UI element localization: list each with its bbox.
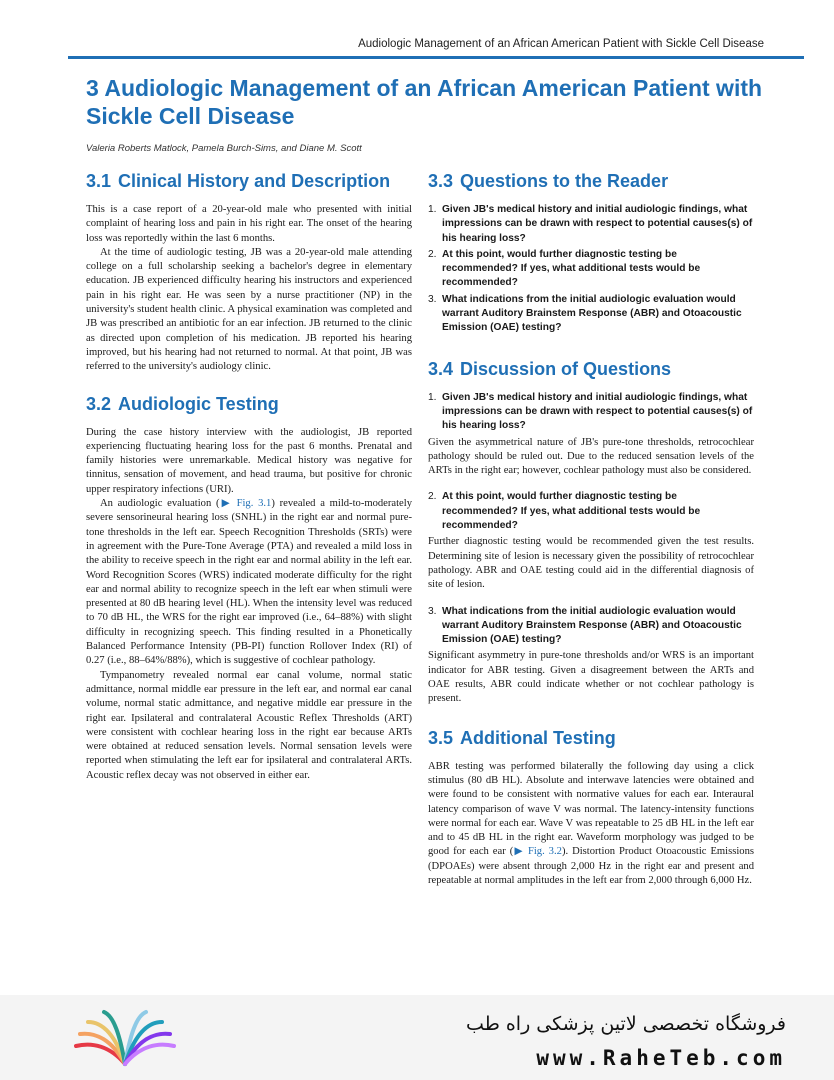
question-text: What indications from the initial audiologic evaluation would warrant Auditory Brainstem Response (ABR) and Otoacoustic Emission (OAE) testing?	[442, 605, 742, 646]
running-head: Audiologic Management of an African American Patient with Sickle Cell Disease	[358, 38, 764, 50]
answer-paragraph: Further diagnostic testing would be recommended given the test results. Determining site of lesion is necessary given the possibility of retrocochlear pathology. ABR and OAE testing could aid in the differential diagnosis of site of lesion.	[428, 536, 754, 591]
question-item	[428, 203, 754, 246]
section-heading-3-4	[428, 358, 754, 381]
right-column	[428, 170, 754, 888]
section-heading-3-1	[86, 170, 412, 193]
section-title: Discussion of Questions	[460, 358, 672, 379]
text-run: An audiologic evaluation (	[100, 498, 220, 510]
figure-link[interactable]: ▶ Fig. 3.2	[513, 846, 562, 858]
section-title: Additional Testing	[460, 727, 616, 748]
text-run: ABR testing was performed bilaterally the following day using a click stimulus (80 dB HL). Absolute and interwave latencies were obtained and were found to be consistent with normative values for each ear. Interaural latency comparison of wave V was normal. The latency-intensity functions were normal for each ear. Wave V was repeatable to 25 dB HL in the left ear and to 45 dB HL in the right ear. Waveform morphology was judged to be good for each ear (	[428, 760, 754, 858]
paragraph: This is a case report of a 20-year-old male who presented with initial complaint of hearing loss and pain in his right ear. The onset of the hearing loss was reportedly within the last 6 months.	[86, 204, 412, 244]
answer-paragraph: Significant asymmetry in pure-tone thresholds and/or WRS is an important indicator for ABR testing. Given a disagreement between the ARTs and OAE results, ABR could indicate whether or not cochlear pathology is present.	[428, 650, 754, 705]
text-run: ). Distortion Product Otoacoustic Emissions (DPOAEs) were absent through 2,000 Hz in the right ear and present and repeatable at normal amplitudes in the left ear from 2,000 through 6,000 Hz.	[428, 846, 755, 886]
text-run: ) revealed a mild-to-moderately severe sensorineural hearing loss (SNHL) in the right ear and normal pure-tone thresholds in the left ear. Speech Recognition Thresholds (SRTs) were in agreement with the Pure-Tone Average (PTA) and revealed a mild loss in the ability to receive speech in the right ear and normal ability in the left ear. Word Recognition Scores (WRS) indicated moderate difficulty for the right ear and normal ability to recognize speech in the left ear when stimuli were presented at 80 dB hearing level (HL). When the intensity level was reduced to 70 dB HL, the WRS for the right ear improved (i.e., 64–88%) with slight difficulty in recognizing speech. This finding resulted in a Phonetically Balanced Performance Intensity (PB-PI) function Rollover Index (RI) of 0.27 (i.e., 88–64%/88%), which is suggestive of cochlear pathology.	[86, 498, 412, 667]
question-item	[428, 248, 754, 291]
section-number: 3.1	[86, 171, 112, 191]
chapter-title: 3 Audiologic Management of an African American Patient with Sickle Cell Disease	[86, 75, 763, 129]
paragraph	[86, 497, 412, 669]
section-number: 3.5	[428, 727, 454, 748]
store-url[interactable]: www.RaheTeb.com	[536, 1046, 786, 1070]
question-number: 2.	[428, 248, 437, 260]
question-text: Given JB's medical history and initial audiologic findings, what impressions can be drawn with respect to potential causes(s) of his hearing loss?	[442, 204, 753, 244]
question-text: At this point, would further diagnostic testing be recommended? If yes, what additional tests would be recommended?	[442, 491, 701, 532]
question-text: At this point, would further diagnostic testing be recommended? If yes, what additional tests would be recommended?	[442, 248, 701, 289]
section-number: 3.4	[428, 358, 454, 379]
question-number: 1.	[428, 391, 437, 403]
store-name: فروشگاه تخصصی لاتین پزشکی راه طب	[466, 1013, 786, 1035]
paragraph: Tympanometry revealed normal ear canal volume, normal static admittance, normal middle ear pressure in the left ear, and normal ear canal volume, normal static admittance, and negative middle ear pressure in the right ear. Ipsilateral and contralateral Acoustic Reflex Thresholds (ART) were consistent with cochlear hearing loss in the right ear because ARTs were obtained at reduced sensation levels. Normal sensation levels were reported when stimulating the left ear for ipsilateral and contralateral ARTs. Acoustic reflex decay was not observed in either ear.	[86, 669, 412, 781]
section-heading-3-2	[86, 393, 412, 416]
question-number: 2.	[428, 491, 437, 503]
figure-link[interactable]: ▶ Fig. 3.1	[219, 498, 272, 510]
question-number: 3.	[428, 293, 437, 305]
question-item	[428, 391, 754, 434]
question-item	[428, 490, 754, 533]
question-number: 3.	[428, 605, 437, 617]
section-title: Clinical History and Description	[118, 171, 391, 191]
section-number: 3.3	[428, 171, 454, 191]
question-text: What indications from the initial audiologic evaluation would warrant Auditory Brainstem Response (ABR) and Otoacoustic Emission (OAE) testing?	[442, 293, 742, 334]
question-item	[428, 605, 754, 648]
open-book-rainbow-logo	[70, 1006, 180, 1072]
section-heading-3-3	[428, 170, 754, 193]
answer-paragraph: Given the asymmetrical nature of JB's pure-tone thresholds, retrocochlear pathology should be ruled out. Due to the reduced sensation levels of the ARTs in the right ear; however, cochlear pathology must also be considered.	[428, 436, 754, 477]
paragraph: During the case history interview with the audiologist, JB reported experiencing fluctuating hearing loss for the past 6 months. Prenatal and family histories were unremarkable. Medical history was negative for tinnitus, sensation of movement, and head trauma, but positive for chronic upper respiratory infections (URI).	[86, 426, 412, 495]
question-text: Given JB's medical history and initial audiologic findings, what impressions can be drawn with respect to potential causes(s) of his hearing loss?	[442, 391, 753, 432]
question-list	[428, 203, 754, 336]
section-number: 3.2	[86, 393, 112, 414]
section-title: Audiologic Testing	[118, 393, 279, 414]
paragraph	[428, 760, 754, 889]
paragraph: At the time of audiologic testing, JB was a 20-year-old male attending college on a full scholarship seeking a bachelor's degree in elementary education. JB experienced difficulty hearing his instructors and experienced pain in his right ear. He was seen by a nurse practitioner (NP) in the university's student health clinic. A physical examination was completed and JB was prescribed an antibiotic for an ear infection. JB returned to the clinic as directed upon completion of his medication. JB reported his hearing improved, but his hearing had not returned to normal. At that point, JB was referred to the university's audiology clinic.	[86, 246, 412, 373]
question-item	[428, 293, 754, 336]
section-heading-3-5	[428, 727, 754, 750]
question-number: 1.	[428, 204, 437, 215]
section-title: Questions to the Reader	[460, 171, 669, 191]
authors: Valeria Roberts Matlock, Pamela Burch-Sims, and Diane M. Scott	[86, 143, 362, 154]
header-rule	[68, 56, 804, 59]
left-column	[86, 170, 412, 783]
